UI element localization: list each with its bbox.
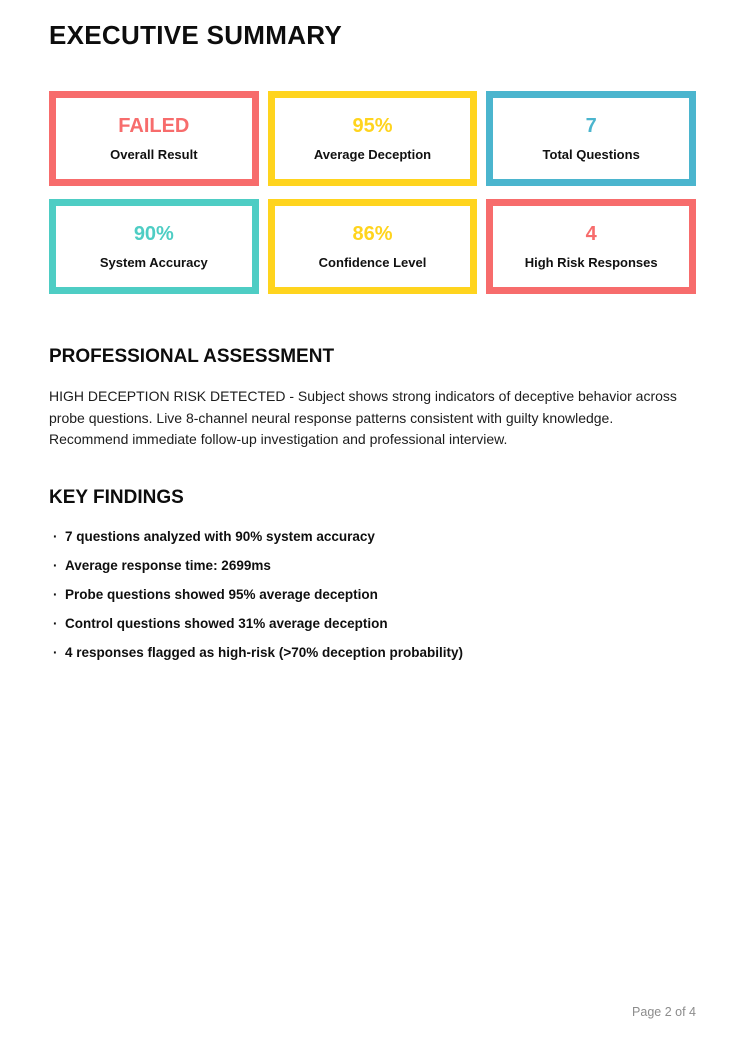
stat-value: 90% xyxy=(133,223,174,245)
page-title: EXECUTIVE SUMMARY xyxy=(49,20,343,50)
stat-cards-grid xyxy=(49,91,696,294)
key-finding-item xyxy=(53,528,696,544)
stat-card-confidence-level xyxy=(268,199,478,294)
stat-label: Average Deception xyxy=(313,147,432,162)
stat-card-average-deception xyxy=(268,91,478,186)
page-number: Page 2 of 4 xyxy=(632,1005,696,1019)
key-finding-text: Probe questions showed 95% average deception xyxy=(65,586,378,602)
key-finding-item xyxy=(53,586,696,602)
stat-card-system-accuracy xyxy=(49,199,259,294)
key-findings-list xyxy=(49,530,696,675)
stat-value: 86% xyxy=(352,223,393,245)
stat-label: Total Questions xyxy=(542,147,640,162)
section-heading-key-findings: KEY FINDINGS xyxy=(49,486,184,508)
stat-value: 7 xyxy=(585,115,597,137)
key-finding-item xyxy=(53,644,696,660)
stat-label: System Accuracy xyxy=(99,255,208,270)
stat-value: 4 xyxy=(585,223,597,245)
key-finding-item xyxy=(53,615,696,631)
stat-card-total-questions xyxy=(486,91,696,186)
bullet-dot: · xyxy=(53,586,58,602)
section-heading-professional-assessment: PROFESSIONAL ASSESSMENT xyxy=(49,346,335,367)
bullet-dot: · xyxy=(53,615,58,631)
stat-card-overall-result xyxy=(49,91,259,186)
key-finding-text: Average response time: 2699ms xyxy=(65,557,271,573)
key-finding-text: 7 questions analyzed with 90% system accuracy xyxy=(65,528,375,544)
key-finding-item xyxy=(53,557,696,573)
assessment-paragraph: HIGH DECEPTION RISK DETECTED - Subject shows strong indicators of deceptive behavior across probe questions. Live 8-channel neural response patterns consistent with guilty knowledge. Recommend immediate follow-up investigation and professional interview. xyxy=(49,388,677,447)
bullet-dot: · xyxy=(53,644,58,660)
key-finding-text: Control questions showed 31% average deception xyxy=(65,615,388,631)
stat-value: FAILED xyxy=(118,115,190,137)
stat-label: High Risk Responses xyxy=(524,255,658,270)
bullet-dot: · xyxy=(53,528,58,544)
bullet-dot: · xyxy=(53,557,58,573)
stat-label: Confidence Level xyxy=(318,255,427,270)
stat-label: Overall Result xyxy=(110,147,198,162)
stat-card-high-risk-responses xyxy=(486,199,696,294)
key-finding-text: 4 responses flagged as high-risk (>70% deception probability) xyxy=(65,644,463,660)
stat-value: 95% xyxy=(352,115,393,137)
